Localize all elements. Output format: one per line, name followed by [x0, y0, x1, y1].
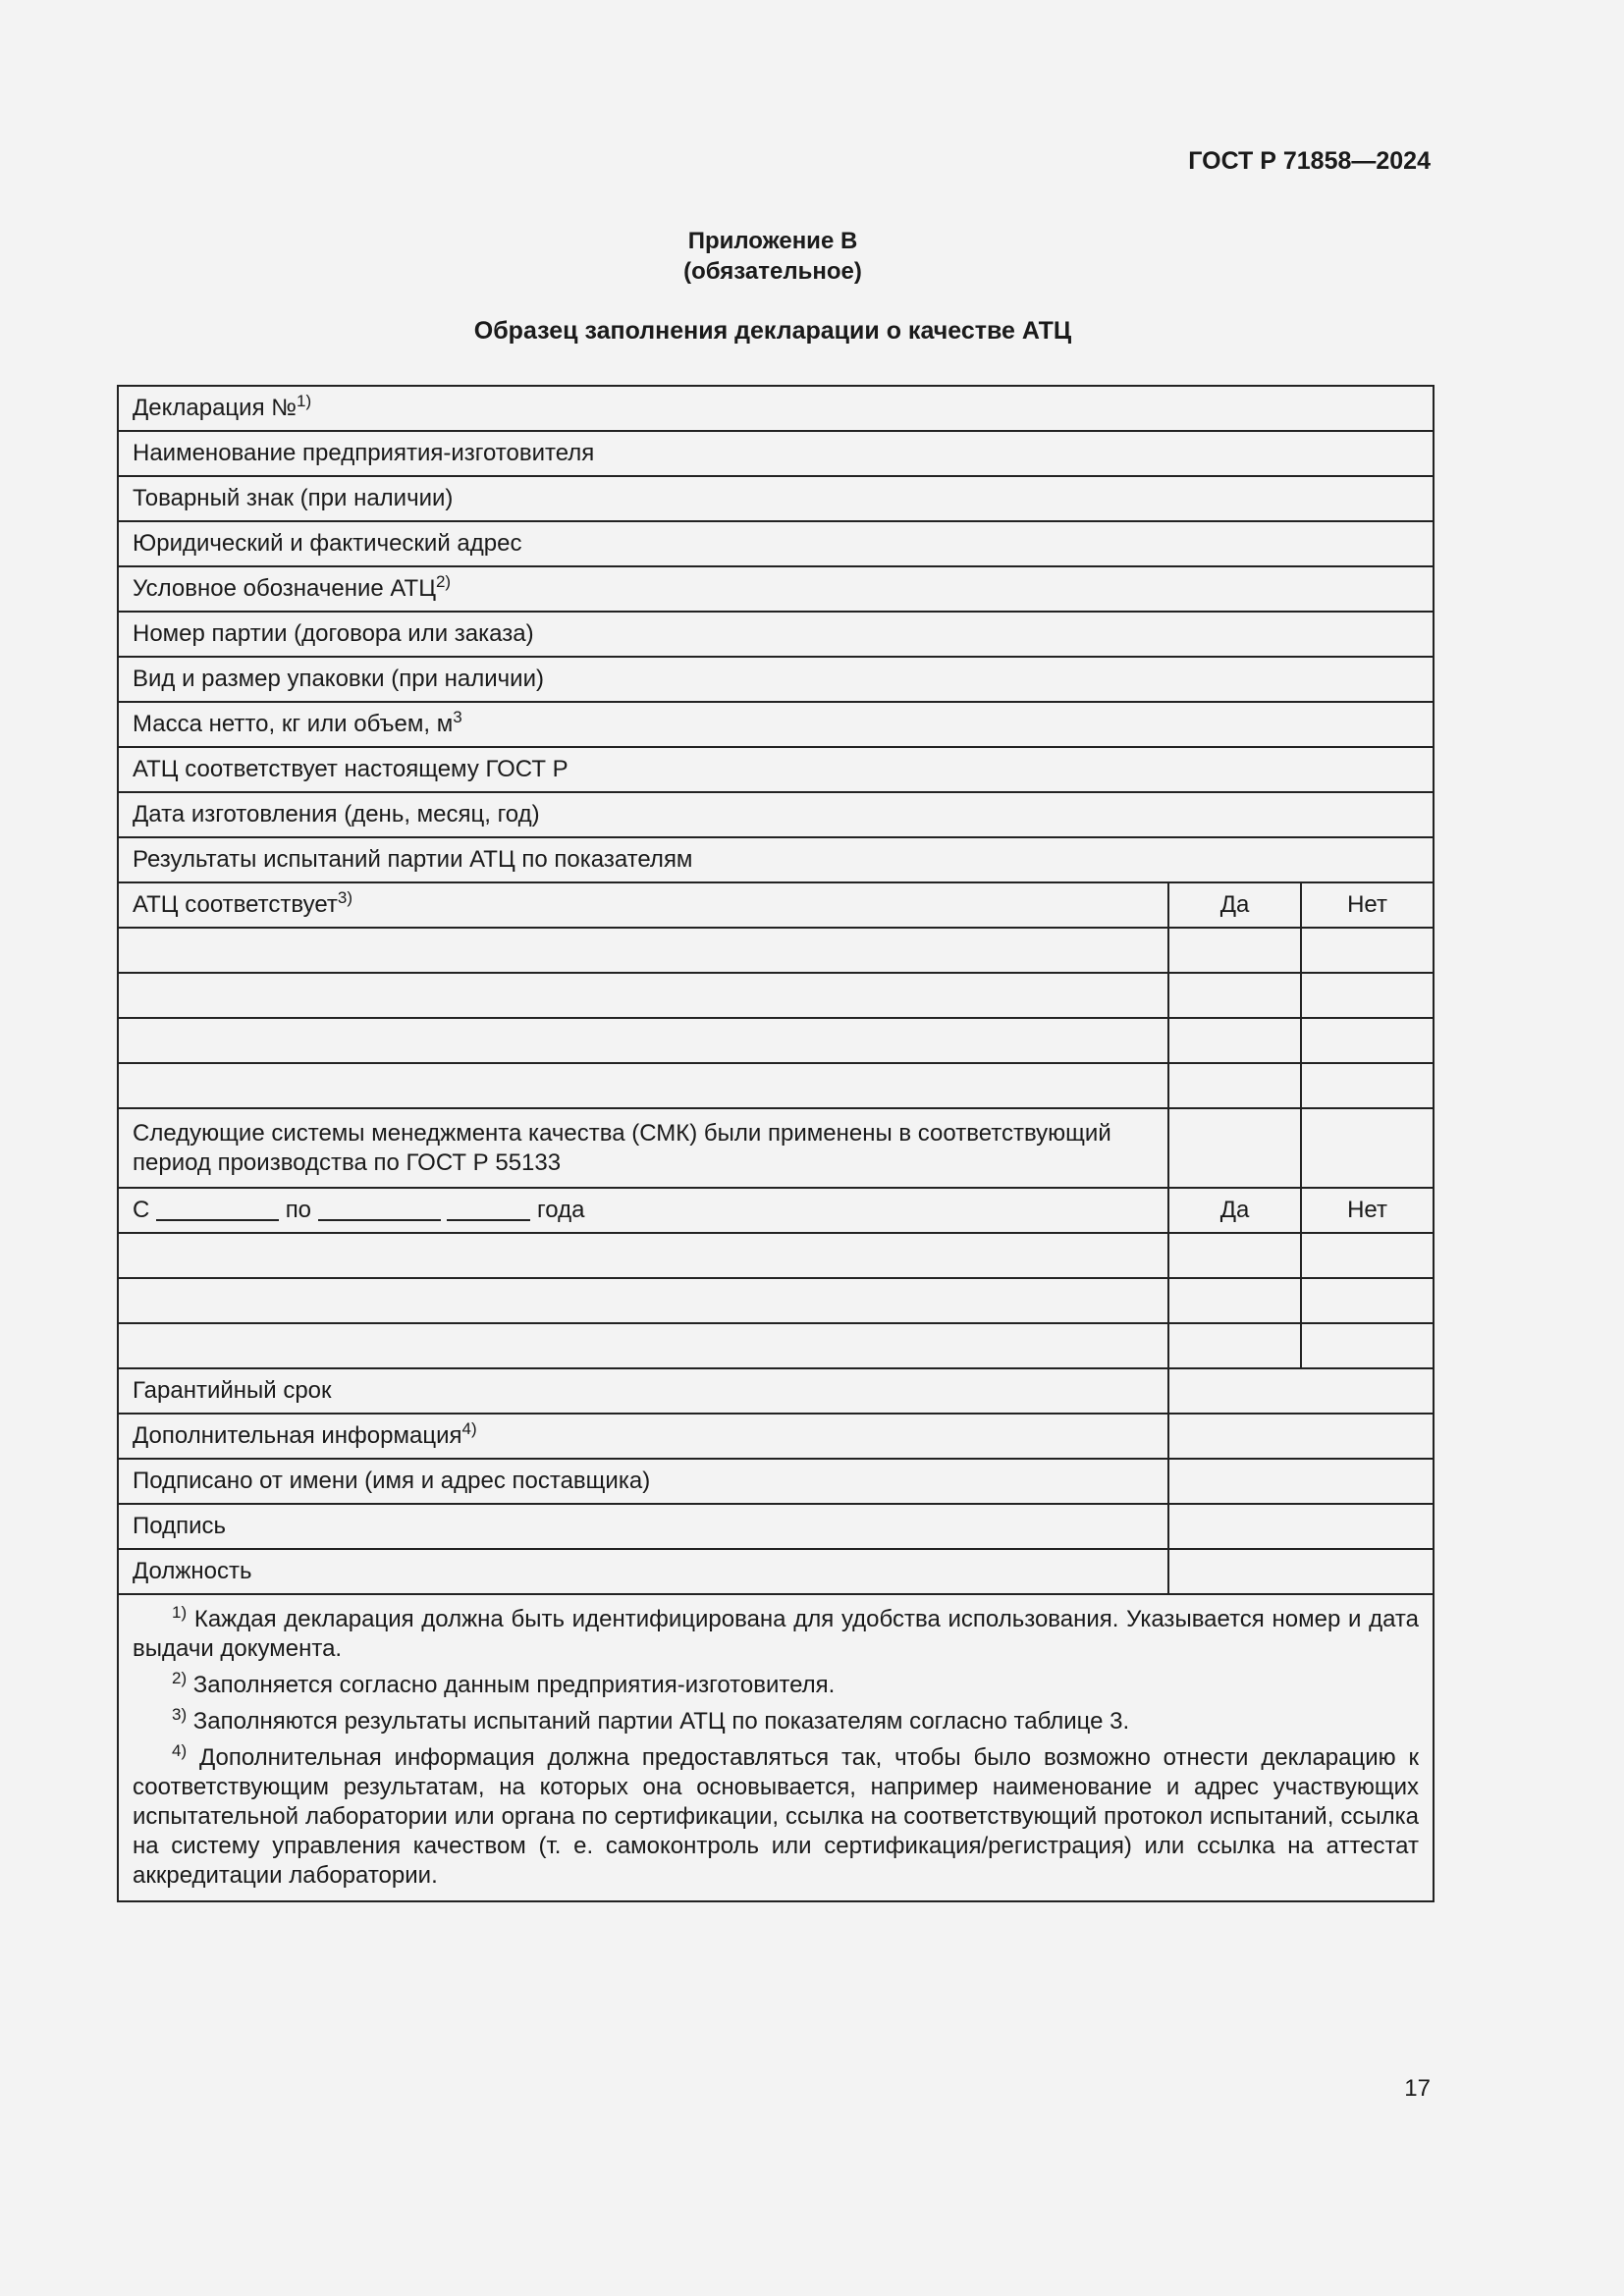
blank-row	[118, 1063, 1434, 1108]
blank-cell	[1168, 1108, 1301, 1188]
blank-cell	[1168, 1018, 1301, 1063]
blank-cell	[1301, 1018, 1434, 1063]
blank-row	[118, 928, 1434, 973]
blank-row	[118, 1018, 1434, 1063]
blank-cell	[1301, 1233, 1434, 1278]
footnote-mark: 4)	[172, 1741, 188, 1760]
form-row	[118, 1459, 1434, 1504]
blank-line	[156, 1198, 279, 1221]
appendix-status: (обязательное)	[683, 258, 862, 285]
blank-cell	[1168, 1323, 1301, 1368]
blank-row	[118, 1233, 1434, 1278]
additional-info-field	[118, 1414, 1168, 1459]
field-label: Декларация №	[133, 395, 297, 421]
footnote-mark: 4)	[461, 1419, 477, 1438]
form-row	[118, 1414, 1434, 1459]
blank-cell	[1168, 928, 1301, 973]
address-field: Юридический и фактический адрес	[118, 521, 1434, 566]
blank-cell	[1168, 1063, 1301, 1108]
footnote	[133, 1743, 1419, 1891]
form-row	[118, 476, 1434, 521]
blank-cell	[118, 1063, 1168, 1108]
blank-cell	[1168, 1278, 1301, 1323]
form-row	[118, 612, 1434, 657]
page-number: 17	[1404, 2075, 1431, 2102]
footnote-mark: 2)	[172, 1669, 188, 1687]
blank-cell	[118, 928, 1168, 973]
declaration-form	[117, 385, 1435, 1902]
no-column-header: Нет	[1301, 882, 1434, 928]
blank-cell	[1301, 1108, 1434, 1188]
signature-field: Подпись	[118, 1504, 1168, 1549]
form-row	[118, 1108, 1434, 1188]
appendix-header	[0, 226, 1545, 287]
form-row	[118, 1188, 1434, 1233]
mass-field	[118, 702, 1434, 747]
blank-cell	[1301, 1323, 1434, 1368]
footnote-text: Дополнительная информация должна предоставляться так, чтобы было возможно отнести декларацию к соответствующим результатам, на которых она основывается, например наименование и адрес участвующих испытательной лаборатории или органа по сертификации, ссылка на соответствующий протокол испытаний, ссылка на систему управления качеством (т. е. самоконтроль или сертификация/регистрация) или ссылка на аттестат аккредитации лаборатории.	[133, 1744, 1419, 1889]
signed-for-field: Подписано от имени (имя и адрес поставщика)	[118, 1459, 1168, 1504]
form-row	[118, 882, 1434, 928]
blank-cell	[1168, 1549, 1434, 1594]
blank-cell	[1301, 928, 1434, 973]
document-code: ГОСТ Р 71858—2024	[1188, 147, 1431, 175]
form-row	[118, 702, 1434, 747]
footnote-mark: 3)	[337, 888, 353, 907]
blank-cell	[1301, 1063, 1434, 1108]
superscript: 3	[453, 708, 462, 726]
blank-cell	[118, 1278, 1168, 1323]
field-label: Условное обозначение АТЦ	[133, 575, 436, 602]
blank-row	[118, 1278, 1434, 1323]
form-row	[118, 521, 1434, 566]
no-column-header: Нет	[1301, 1188, 1434, 1233]
blank-cell	[118, 1018, 1168, 1063]
footnote-text: Заполняются результаты испытаний партии АТЦ по показателям согласно таблице 3.	[192, 1708, 1130, 1735]
blank-cell	[1168, 1233, 1301, 1278]
footnote-mark: 2)	[435, 572, 452, 591]
declaration-number-field	[118, 386, 1434, 431]
manufacturer-field: Наименование предприятия-изготовителя	[118, 431, 1434, 476]
blank-row	[118, 973, 1434, 1018]
footnotes	[118, 1594, 1434, 1901]
period-to-label: по	[285, 1197, 312, 1223]
batch-field: Номер партии (договора или заказа)	[118, 612, 1434, 657]
conformity-field: АТЦ соответствует настоящему ГОСТ Р	[118, 747, 1434, 792]
yes-column-header: Да	[1168, 882, 1301, 928]
footnote	[133, 1707, 1419, 1736]
footnotes-row	[118, 1594, 1434, 1901]
blank-cell	[1301, 973, 1434, 1018]
footnote	[133, 1605, 1419, 1664]
designation-field	[118, 566, 1434, 612]
blank-cell	[1168, 1459, 1434, 1504]
blank-line	[318, 1198, 441, 1221]
period-year-label: года	[537, 1197, 585, 1223]
form-row	[118, 1504, 1434, 1549]
complies-field	[118, 882, 1168, 928]
blank-cell	[1168, 1414, 1434, 1459]
period-from-label: С	[133, 1197, 150, 1223]
trademark-field: Товарный знак (при наличии)	[118, 476, 1434, 521]
form-row	[118, 747, 1434, 792]
date-field: Дата изготовления (день, месяц, год)	[118, 792, 1434, 837]
form-row	[118, 1368, 1434, 1414]
blank-cell	[1301, 1278, 1434, 1323]
warranty-field: Гарантийный срок	[118, 1368, 1168, 1414]
form-row	[118, 1549, 1434, 1594]
results-field: Результаты испытаний партии АТЦ по показателям	[118, 837, 1434, 882]
form-row	[118, 837, 1434, 882]
footnote-text: Каждая декларация должна быть идентифицирована для удобства использования. Указывается номер и дата выдачи документа.	[133, 1606, 1419, 1662]
position-field: Должность	[118, 1549, 1168, 1594]
qms-field: Следующие системы менеджмента качества (СМК) были применены в соответствующий период производства по ГОСТ Р 55133	[118, 1108, 1168, 1188]
form-row	[118, 566, 1434, 612]
footnote	[133, 1671, 1419, 1700]
footnote-text: Заполняется согласно данным предприятия-изготовителя.	[192, 1672, 836, 1698]
appendix-heading: Образец заполнения декларации о качестве АТЦ	[473, 317, 1072, 345]
blank-cell	[118, 1323, 1168, 1368]
form-row	[118, 792, 1434, 837]
blank-cell	[1168, 1368, 1434, 1414]
blank-cell	[1168, 973, 1301, 1018]
package-field: Вид и размер упаковки (при наличии)	[118, 657, 1434, 702]
field-label: Дополнительная информация	[133, 1422, 462, 1449]
blank-cell	[118, 1233, 1168, 1278]
field-label: АТЦ соответствует	[133, 891, 338, 918]
footnote-mark: 3)	[172, 1705, 188, 1724]
blank-cell	[1168, 1504, 1434, 1549]
period-field	[118, 1188, 1168, 1233]
footnote-mark: 1)	[296, 392, 312, 410]
blank-cell	[118, 973, 1168, 1018]
appendix-title: Приложение В	[687, 228, 858, 254]
blank-line	[447, 1198, 530, 1221]
blank-row	[118, 1323, 1434, 1368]
form-row	[118, 386, 1434, 431]
footnote-mark: 1)	[172, 1603, 188, 1622]
form-row	[118, 431, 1434, 476]
form-row	[118, 657, 1434, 702]
field-label: Масса нетто, кг или объем, м	[133, 711, 454, 737]
yes-column-header: Да	[1168, 1188, 1301, 1233]
